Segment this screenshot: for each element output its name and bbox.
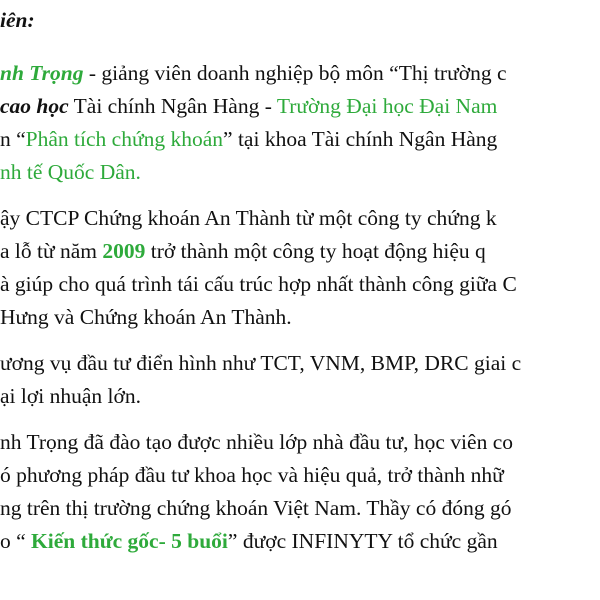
paragraph-1-line-4 <box>0 159 141 185</box>
university-link: Trường Đại học Đại Nam <box>276 94 498 118</box>
paragraph-4-line-1: nh Trọng đã đào tạo được nhiều lớp nhà đầu tư, học viên co <box>0 430 513 454</box>
highlight-year: 2009 <box>102 239 146 263</box>
paragraph-1-line-1: nh Trọng - giảng viên doanh nghiệp bộ môn “Thị trường c <box>0 61 507 85</box>
paragraph-2-line-3: à giúp cho quá trình tái cấu trúc hợp nhất thành công giữa C <box>0 272 517 296</box>
paragraph-1-line-3: n “Phân tích chứng khoán” tại khoa Tài chính Ngân Hàng <box>0 127 498 151</box>
paragraph-4-line-2: ó phương pháp đầu tư khoa học và hiệu quả, trở thành nhữ <box>0 463 504 487</box>
lecturer-name: nh Trọng <box>0 61 84 85</box>
course-title: Kiến thức gốc- 5 buổi <box>31 529 228 553</box>
paragraph-2-line-4: Hưng và Chứng khoán An Thành. <box>0 305 292 329</box>
paragraph-3-line-1: ương vụ đầu tư điển hình như TCT, VNM, BMP, DRC giai c <box>0 351 522 375</box>
graduate-program: cao học <box>0 94 69 118</box>
paragraph-2-line-2: a lỗ từ năm 2009 trở thành một công ty hoạt động hiệu q <box>0 239 486 263</box>
paragraph-2-line-1: ậy CTCP Chứng khoán An Thành từ một công ty chứng k <box>0 206 497 230</box>
paragraph-4-line-3: ng trên thị trường chứng khoán Việt Nam. Thầy có đóng gó <box>0 496 512 520</box>
paragraph-1-line-2: cao học Tài chính Ngân Hàng - Trường Đại học Đại Nam <box>0 94 498 118</box>
course-name: Phân tích chứng khoán <box>25 127 224 151</box>
paragraph-3-line-2: ại lợi nhuận lớn. <box>0 384 141 408</box>
university-name: nh tế Quốc Dân. <box>0 160 141 184</box>
section-heading: iên: <box>0 8 35 32</box>
paragraph-4-line-4: o “ Kiến thức gốc- 5 buổi” được INFINYTY tổ chức gần <box>0 529 498 553</box>
